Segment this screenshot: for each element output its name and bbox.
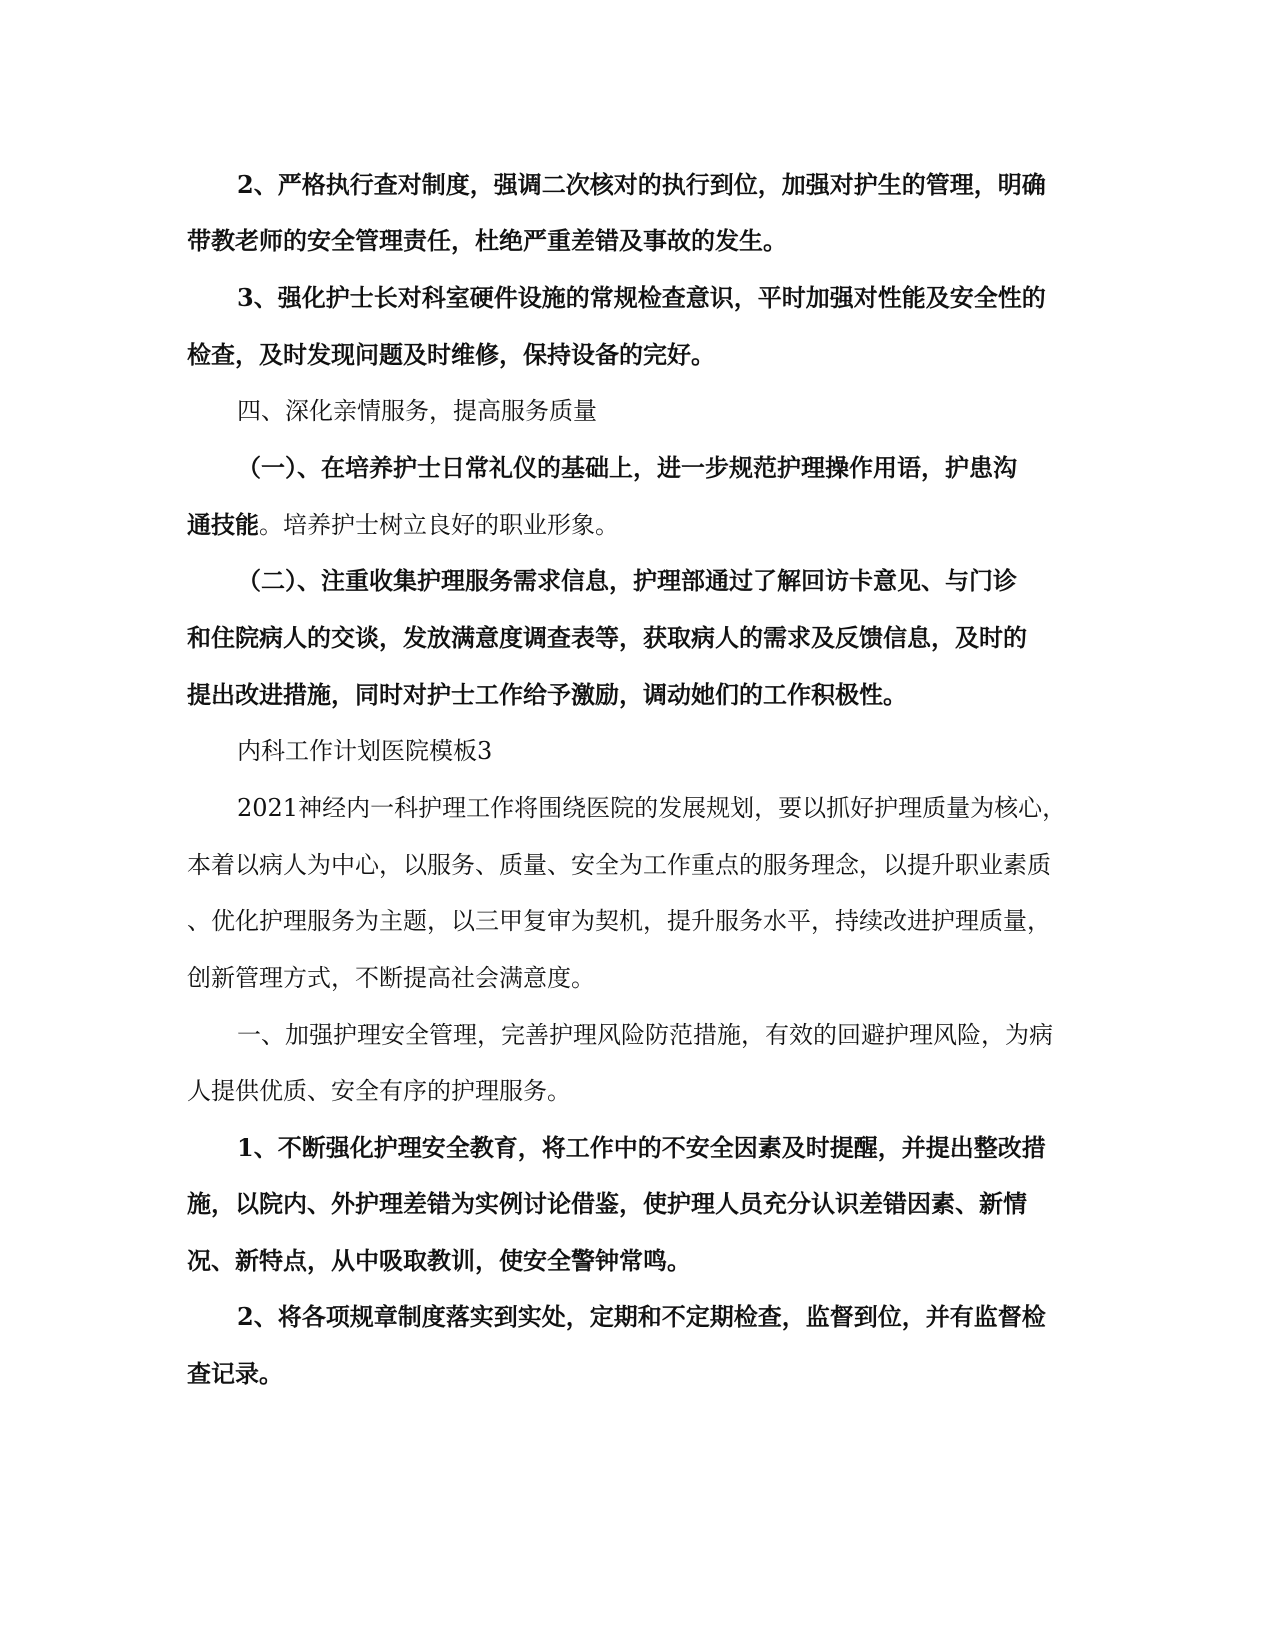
para-line-4: 检查，及时发现问题及时维修，保持设备的完好。 xyxy=(187,340,715,369)
para-line-2: 带教老师的安全管理责任，杜绝严重差错及事故的发生。 xyxy=(187,226,787,255)
template-title: 内科工作计划医院模板3 xyxy=(237,737,493,765)
para-line-7-normal: 。培养护士树立良好的职业形象。 xyxy=(259,511,619,539)
para-line-3: 3、强化护士长对科室硬件设施的常规检查意识，平时加强对性能及安全性的 xyxy=(237,283,1046,312)
para-line-8: （二）、注重收集护理服务需求信息，护理部通过了解回访卡意见、与门诊 xyxy=(237,566,1017,595)
para-line-6: （一）、在培养护士日常礼仪的基础上，进一步规范护理操作用语，护患沟 xyxy=(237,453,1017,482)
para-line-20: 况、新特点，从中吸取教训，使安全警钟常鸣。 xyxy=(187,1246,691,1275)
para-line-7 xyxy=(187,510,619,540)
para-line-12: 2021神经内一科护理工作将围绕医院的发展规划，要以抓好护理质量为核心， xyxy=(237,794,1067,822)
para-line-16: 一、加强护理安全管理，完善护理风险防范措施，有效的回避护理风险，为病 xyxy=(237,1021,1053,1049)
para-line-14: 、优化护理服务为主题，以三甲复审为契机，提升服务水平，持续改进护理质量， xyxy=(187,907,1051,935)
para-line-13: 本着以病人为中心，以服务、质量、安全为工作重点的服务理念，以提升职业素质 xyxy=(187,851,1051,879)
section-heading-4: 四、深化亲情服务，提高服务质量 xyxy=(237,397,597,425)
para-line-1: 2、严格执行查对制度，强调二次核对的执行到位，加强对护生的管理，明确 xyxy=(237,170,1046,199)
para-line-21: 2、将各项规章制度落实到实处，定期和不定期检查，监督到位，并有监督检 xyxy=(237,1302,1046,1331)
para-line-22: 查记录。 xyxy=(187,1359,283,1388)
para-line-9: 和住院病人的交谈，发放满意度调查表等，获取病人的需求及反馈信息，及时的 xyxy=(187,623,1027,652)
para-line-17: 人提供优质、安全有序的护理服务。 xyxy=(187,1077,571,1105)
para-line-15: 创新管理方式，不断提高社会满意度。 xyxy=(187,964,595,992)
para-line-10: 提出改进措施，同时对护士工作给予激励，调动她们的工作积极性。 xyxy=(187,680,907,709)
para-line-7-bold: 通技能 xyxy=(187,510,259,539)
para-line-18: 1、不断强化护理安全教育，将工作中的不安全因素及时提醒，并提出整改措 xyxy=(237,1133,1046,1162)
para-line-19: 施，以院内、外护理差错为实例讨论借鉴，使护理人员充分认识差错因素、新情 xyxy=(187,1189,1027,1218)
